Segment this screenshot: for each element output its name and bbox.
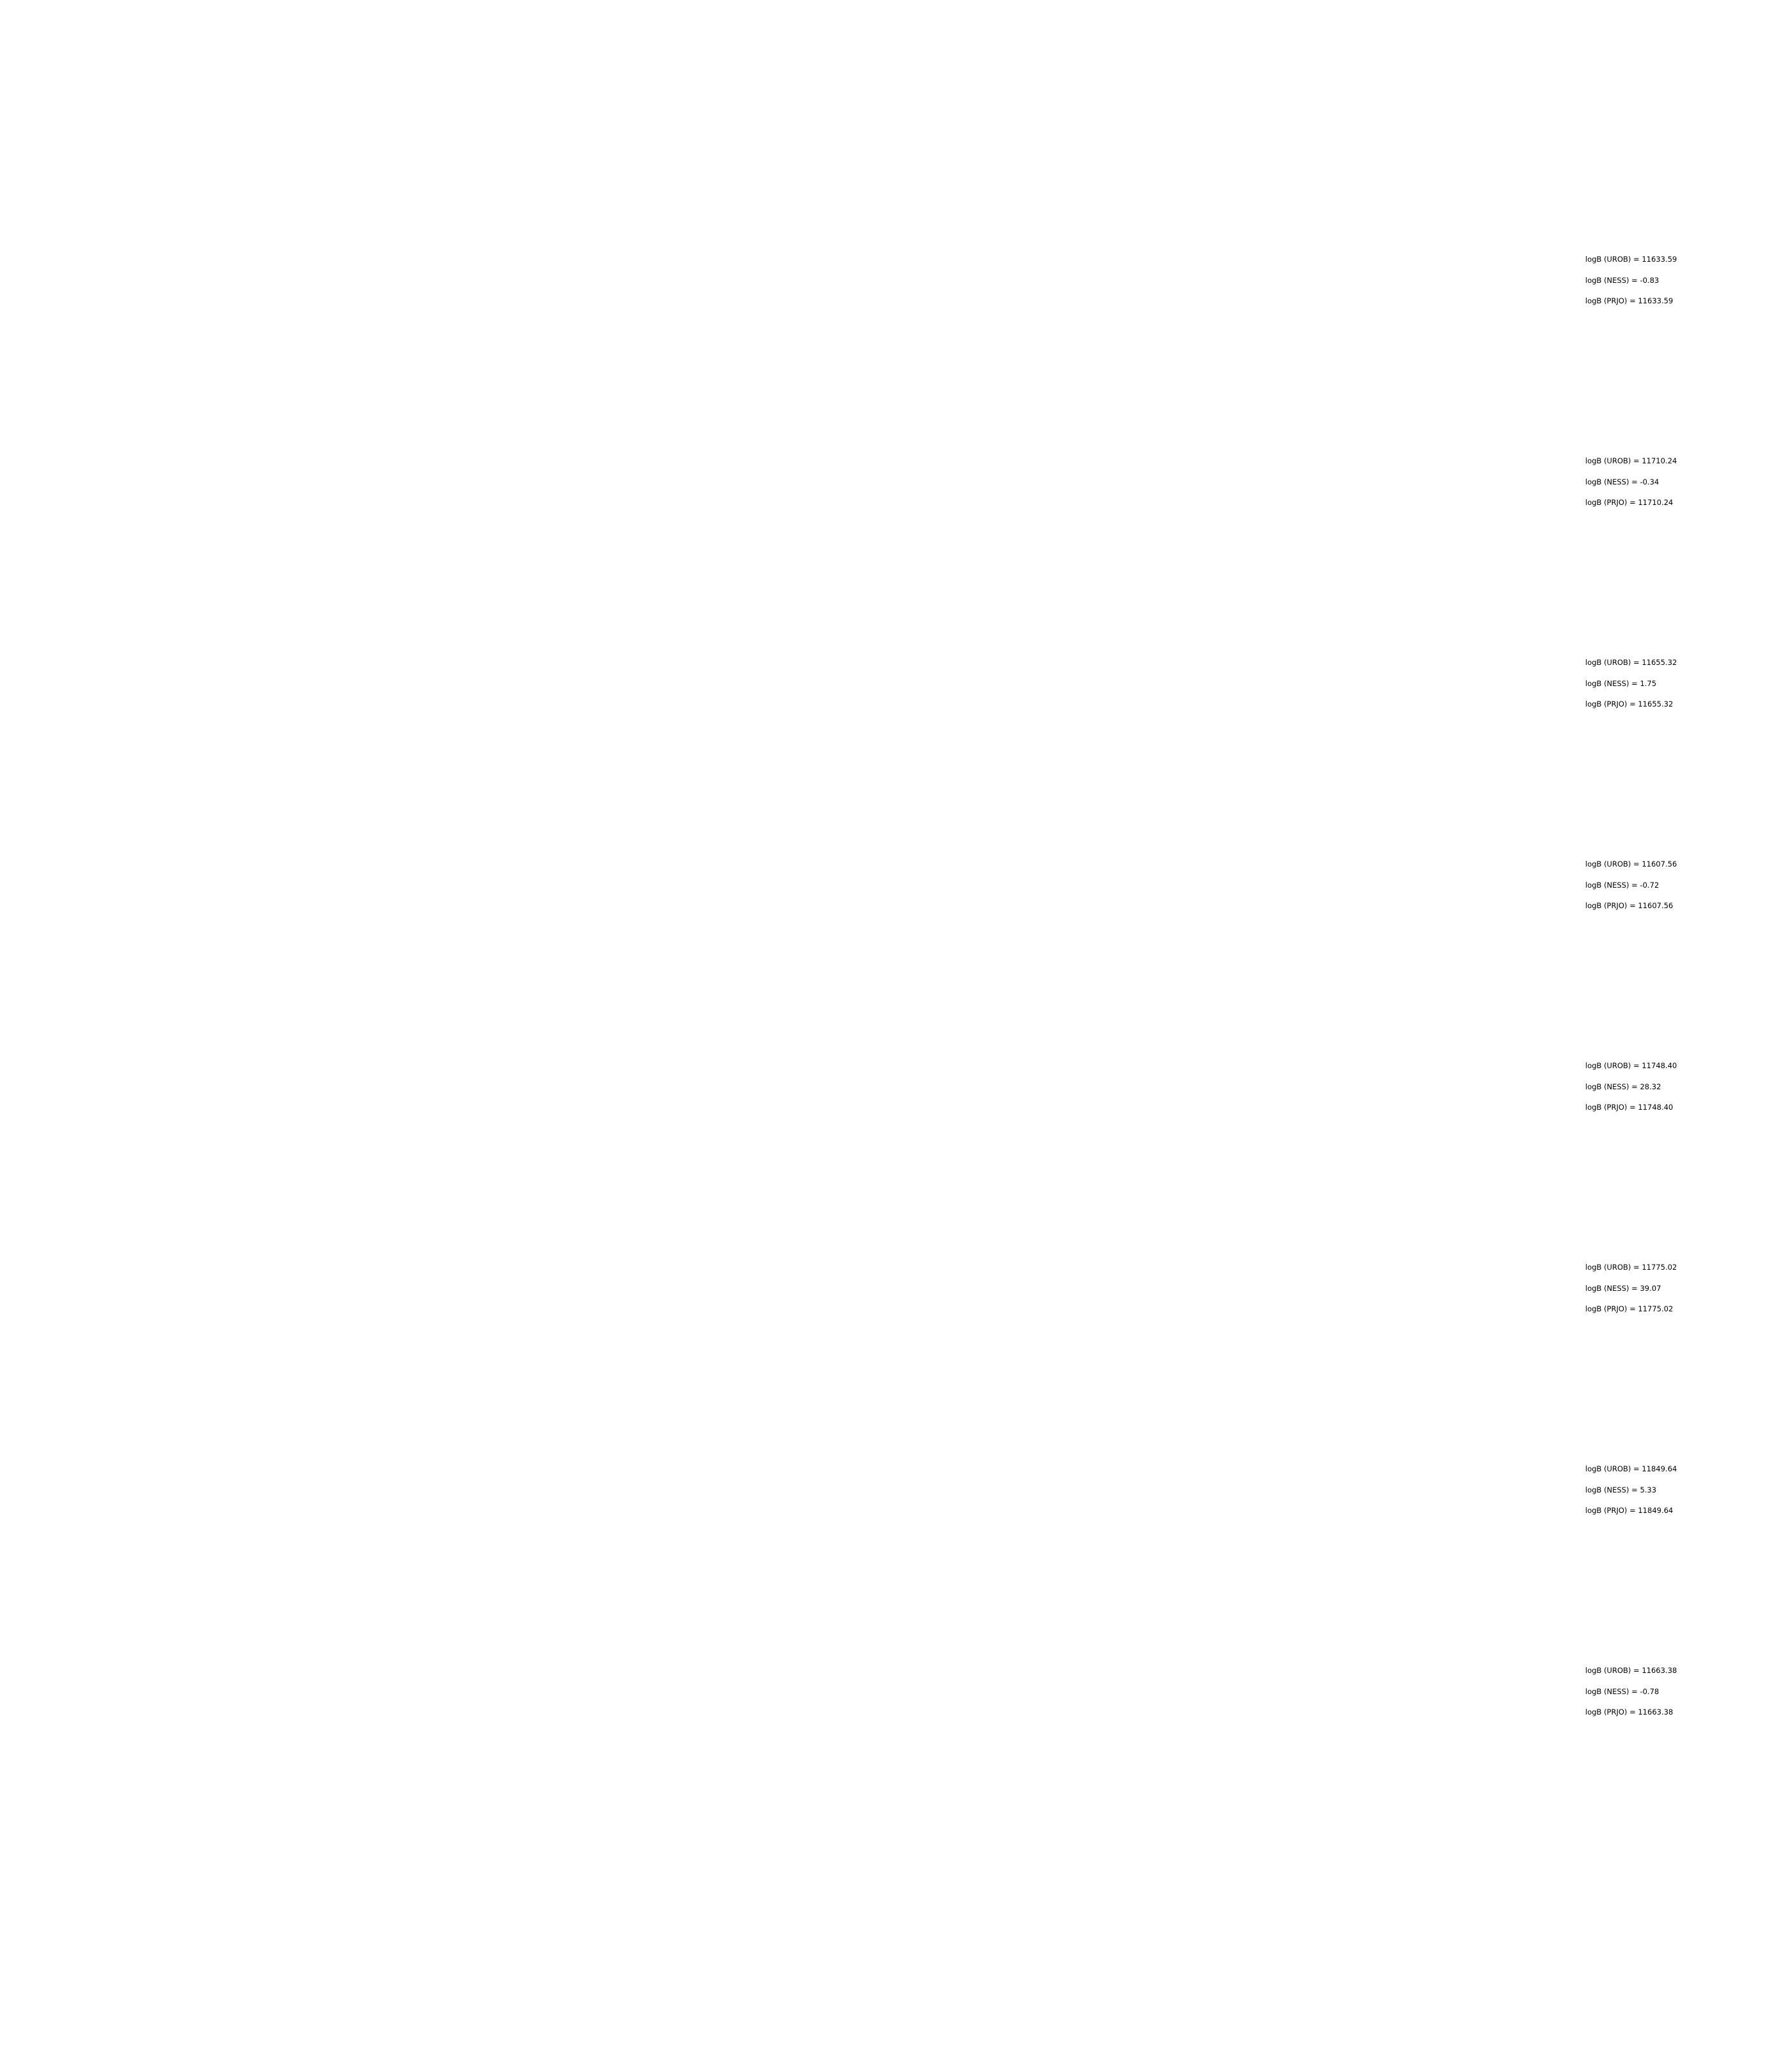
annotation-line: logB (PRJO) = 11710.24 [1585,498,1674,507]
panel-row [192,1446,1677,1648]
annotation-line: logB (UROB) = 11849.64 [1585,1464,1677,1473]
annotation-line: logB (PRJO) = 11607.56 [1585,901,1674,910]
row-annotation [1585,1062,1713,1125]
annotation-line: logB (PRJO) = 11748.40 [1585,1103,1674,1112]
annotation-line: logB (UROB) = 11633.59 [1585,255,1677,264]
annotation-line: logB (NESS) = 39.07 [1585,1283,1661,1293]
annotation-line: logB (UROB) = 11710.24 [1585,456,1677,465]
panel-row [192,237,1677,438]
annotation-line: logB (NESS) = 5.33 [1585,1485,1657,1494]
annotation-line: logB (NESS) = 28.32 [1585,1082,1661,1091]
row-annotation [1585,659,1713,722]
annotation-line: logB (PRJO) = 11849.64 [1585,1506,1674,1515]
panel-row [192,1245,1677,1446]
row-annotation [1585,861,1713,924]
annotation-line: logB (PRJO) = 11775.02 [1585,1304,1674,1313]
row-annotation [1585,256,1713,319]
annotation-line: logB (UROB) = 11663.38 [1585,1666,1677,1675]
annotation-line: logB (PRJO) = 11655.32 [1585,700,1674,708]
annotation-line: logB (NESS) = -0.83 [1585,275,1660,285]
row-annotation [1585,1667,1713,1730]
annotation-line: logB (UROB) = 11775.02 [1585,1263,1677,1272]
row-annotation [1585,1264,1713,1327]
panel-grid [192,237,1677,1850]
panel-row [192,842,1677,1043]
annotation-line: logB (PRJO) = 11663.38 [1585,1708,1674,1716]
annotation-line: logB (NESS) = -0.78 [1585,1686,1660,1696]
annotation-line: logB (PRJO) = 11633.59 [1585,296,1674,305]
row-annotation [1585,1466,1713,1528]
panel-row [192,1648,1677,1850]
panel-row [192,640,1677,842]
annotation-line: logB (UROB) = 11607.56 [1585,860,1677,868]
row-annotation [1585,458,1713,520]
annotation-line: logB (NESS) = -0.34 [1585,477,1660,486]
annotation-line: logB (NESS) = -0.72 [1585,880,1660,890]
panel-row [192,438,1677,640]
annotation-line: logB (UROB) = 11655.32 [1585,658,1677,667]
panel-row [192,1043,1677,1245]
annotation-line: logB (NESS) = 1.75 [1585,678,1657,688]
annotation-line: logB (UROB) = 11748.40 [1585,1061,1677,1070]
